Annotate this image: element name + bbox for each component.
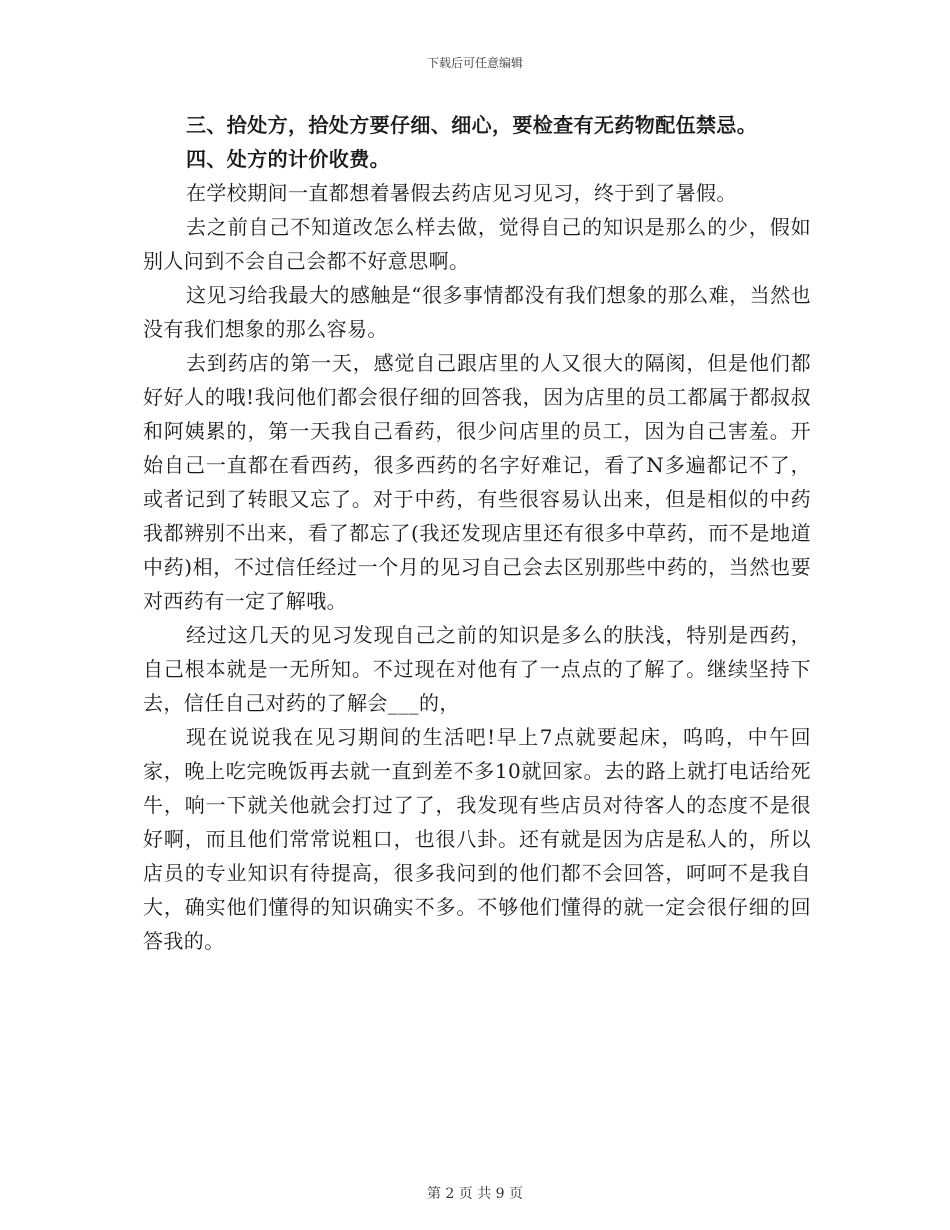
page-header: 下载后可任意编辑 (426, 56, 523, 70)
paragraph-1: 在学校期间一直都想着暑假去药店见习见习，终于到了暑假。 (186, 181, 737, 205)
paragraph-6: 现在说说我在见习期间的生活吧!早上7点就要起床，呜呜，中午回家，晚上吃完晚饭再去就一直到差不多10就回家。去的路上就打电话给死牛，响一下就关他就会打过了了，我发现有些店员对待客人的态度不是很好啊，而且他们常常说粗口，也很八卦。还有就是因为店是私人的，所以店员的专业知识有待提高，很多我问到的他们都不会回答，呵呵不是我自大，确实他们懂得的知识确实不多。不够他们懂得的就一定会很仔细的回答我的。 (143, 725, 811, 953)
page-number-footer: 第 2 页 共 9 页 (426, 1186, 524, 1202)
paragraph-3: 这见习给我最大的感触是“很多事情都没有我们想象的那么难，当然也没有我们想象的那么容易。 (143, 283, 811, 341)
section-heading-4: 四、处方的计价收费。 (186, 147, 390, 171)
document-body (143, 108, 811, 958)
paragraph-5: 经过这几天的见习发现自己之前的知识是多么的肤浅，特别是西药，自己根本就是一无所知。不过现在对他有了一点点的了解了。继续坚持下去，信任自己对药的了解会___的， (143, 623, 811, 715)
paragraph-2: 去之前自己不知道改怎么样去做，觉得自己的知识是那么的少，假如别人问到不会自己会都不好意思啊。 (143, 215, 811, 273)
paragraph-4: 去到药店的第一天，感觉自己跟店里的人又很大的隔阂，但是他们都好好人的哦!我问他们都会很仔细的回答我，因为店里的员工都属于都叔叔和阿姨累的，第一天我自己看药，很少问店里的员工，因为自己害羞。开始自己一直都在看西药，很多西药的名字好难记，看了N多遍都记不了，或者记到了转眼又忘了。对于中药，有些很容易认出来，但是相似的中药我都辨别不出来，看了都忘了(我还发现店里还有很多中草药，而不是地道中药)相，不过信任经过一个月的见习自己会去区别那些中药的，当然也要对西药有一定了解哦。 (143, 351, 811, 613)
section-heading-3: 三、拾处方，拾处方要仔细、细心，要检查有无药物配伍禁忌。 (186, 113, 758, 137)
